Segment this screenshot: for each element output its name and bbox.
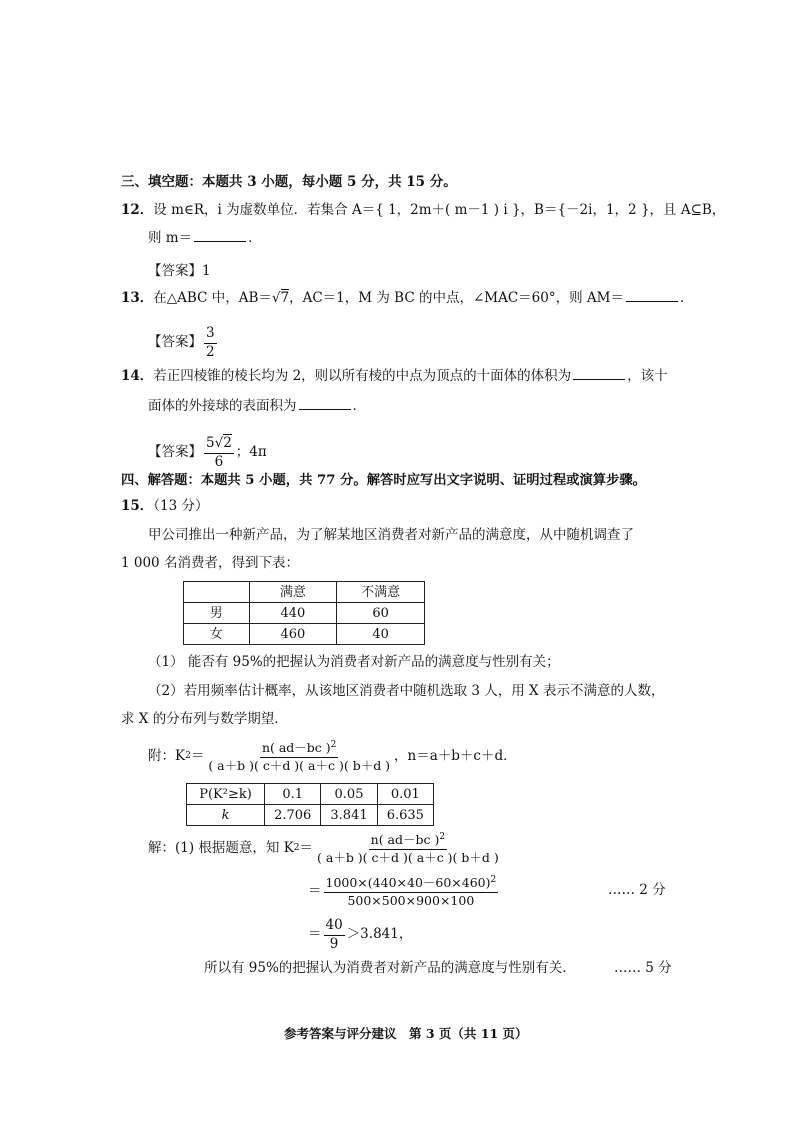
fraction-denominator: 500×500×900×100 <box>347 892 475 908</box>
table-row <box>187 805 434 826</box>
q14-line2-b: ． <box>352 398 366 414</box>
q13-line <box>121 292 693 306</box>
q15-header <box>121 500 209 514</box>
table-cell: 460 <box>249 624 337 645</box>
score-mark: …… 2 分 <box>608 882 666 898</box>
fraction-numerator: $1000\times(440\times 40-60\times 460)^2$ <box>324 875 499 893</box>
answer-label: 【答案】 <box>148 334 202 351</box>
table-header: 不满意 <box>337 582 425 603</box>
critical-value-table <box>186 783 434 826</box>
sqrt-radicand: 2 <box>223 435 232 451</box>
q12-line1 <box>121 204 725 218</box>
sqrt-symbol: √ <box>271 290 281 306</box>
table-cell: P(K²≥k) <box>187 784 265 805</box>
table-cell: 男 <box>184 603 250 624</box>
answer-blank <box>299 408 351 410</box>
sqrt-radicand: 7 <box>280 290 290 306</box>
q13-period: ． <box>679 290 694 306</box>
table-cell: 60 <box>337 603 425 624</box>
appendix-n: ，n＝a＋b＋c＋d． <box>394 747 517 764</box>
fraction-denominator: 9 <box>329 935 339 952</box>
fraction-numerator: 5√2 <box>204 436 234 454</box>
appendix-formula <box>148 740 517 773</box>
table-cell: 0.05 <box>321 784 377 805</box>
table-row <box>184 624 425 645</box>
table-cell: 2.706 <box>265 805 321 826</box>
survey-table <box>183 581 425 645</box>
fraction-denominator: 6 <box>214 453 224 470</box>
comparison: ＞3.841， <box>346 926 413 943</box>
q12-period: ． <box>248 230 262 246</box>
equals: ＝ <box>308 882 322 899</box>
answer-label: 【答案】 <box>148 444 202 461</box>
conclusion: 所以有 95%的把握认为消费者对新产品的满意度与性别有关． <box>204 960 576 976</box>
table-cell: 40 <box>337 624 425 645</box>
superscript: 2 <box>293 842 300 853</box>
score-mark: …… 5 分 <box>614 960 672 976</box>
q12-text: 设 m∈R，i 为虚数单位．若集合 A＝{ 1，2m＋( m－1 ) i }，B＝{－2i，1，2 }，且 A⊆B， <box>153 202 726 218</box>
table-cell: 3.841 <box>321 805 377 826</box>
q15-points: （13 分） <box>153 498 209 514</box>
q15-part2-line1: （2）若用频率估计概率，从该地区消费者中随机选取 3 人，用 X 表示不满意的人数， <box>148 683 665 699</box>
q13-answer <box>148 326 219 360</box>
fraction-numerator: 40 <box>324 918 345 936</box>
fraction <box>204 326 217 360</box>
fraction-denominator: ( a＋b )( c＋d )( a＋c )( b＋d ) <box>208 757 391 773</box>
appendix-label: 附：K <box>148 747 186 764</box>
q14-line2 <box>148 400 366 414</box>
coefficient: 5 <box>206 435 215 451</box>
q14-text-b: ，该十 <box>627 368 668 384</box>
q13-text-a: 在△ABC 中，AB＝ <box>153 290 272 306</box>
superscript: 2 <box>185 750 191 761</box>
table-row <box>187 784 434 805</box>
table-row <box>184 582 425 603</box>
table-row <box>184 603 425 624</box>
fraction-denominator: 2 <box>206 343 215 360</box>
table-cell: 女 <box>184 624 250 645</box>
fraction-numerator: n( ad－bc )$^2$ <box>369 832 447 850</box>
table-header: 满意 <box>249 582 337 603</box>
solution-label: 解：(1) 根据题意，知 K <box>148 839 294 856</box>
fraction-numerator: n( ad－bc )$^2$ <box>260 740 338 758</box>
q15-intro1: 甲公司推出一种新产品，为了解某地区消费者对新产品的满意度，从中随机调查了 <box>148 527 634 543</box>
q15-intro2: 1 000 名消费者，得到下表： <box>121 555 299 571</box>
answer-blank <box>573 378 625 380</box>
q15-part1: （1） 能否有 95%的把握认为消费者对新产品的满意度与性别有关； <box>148 654 560 670</box>
fraction <box>206 740 392 773</box>
solution-step2 <box>308 875 500 908</box>
q12-answer: 【答案】1 <box>148 263 211 279</box>
q15-number: 15． <box>121 498 154 514</box>
fraction <box>324 918 345 952</box>
q15-part2-line2: 求 X 的分布列与数学期望． <box>121 711 288 727</box>
answer-rest: ；4π <box>235 444 267 461</box>
q13-text-b: ，AC＝1，M 为 BC 的中点，∠MAC＝60°，则 AM＝ <box>289 290 624 306</box>
q14-number: 14． <box>121 368 154 384</box>
table-cell: 0.01 <box>377 784 433 805</box>
table-cell: k <box>187 805 265 826</box>
q14-answer <box>148 436 267 470</box>
page-footer: 参考答案与评分建议 第 3 页（共 11 页） <box>284 1026 528 1041</box>
equals: ＝ <box>299 839 314 856</box>
section3-heading: 三、填空题：本题共 3 小题，每小题 5 分，共 15 分。 <box>121 174 457 190</box>
fraction <box>315 832 501 865</box>
table-cell: 6.635 <box>377 805 433 826</box>
q12-line2 <box>148 232 262 246</box>
table-cell <box>184 582 250 603</box>
equals: ＝ <box>190 747 205 764</box>
q12-prompt: 则 m＝ <box>148 230 193 246</box>
q14-text-a: 若正四棱锥的棱长均为 2，则以所有棱的中点为顶点的十面体的体积为 <box>153 368 572 384</box>
q14-line2-a: 面体的外接球的表面积为 <box>148 398 297 414</box>
fraction <box>204 436 234 470</box>
solution-line1 <box>148 832 503 865</box>
solution-step3 <box>308 918 412 952</box>
q14-line1 <box>121 370 668 384</box>
fraction <box>324 875 499 908</box>
fraction-denominator: ( a＋b )( c＋d )( a＋c )( b＋d ) <box>317 849 499 865</box>
answer-blank <box>626 300 678 302</box>
equals: ＝ <box>308 926 322 943</box>
q12-number: 12． <box>121 202 154 218</box>
fraction-numerator: 3 <box>204 326 217 344</box>
q13-number: 13． <box>121 290 154 306</box>
table-cell: 440 <box>249 603 337 624</box>
answer-blank <box>194 240 246 242</box>
table-cell: 0.1 <box>265 784 321 805</box>
section4-heading: 四、解答题：本题共 5 小题，共 77 分。解答时应写出文字说明、证明过程或演算步骤。 <box>121 473 646 488</box>
